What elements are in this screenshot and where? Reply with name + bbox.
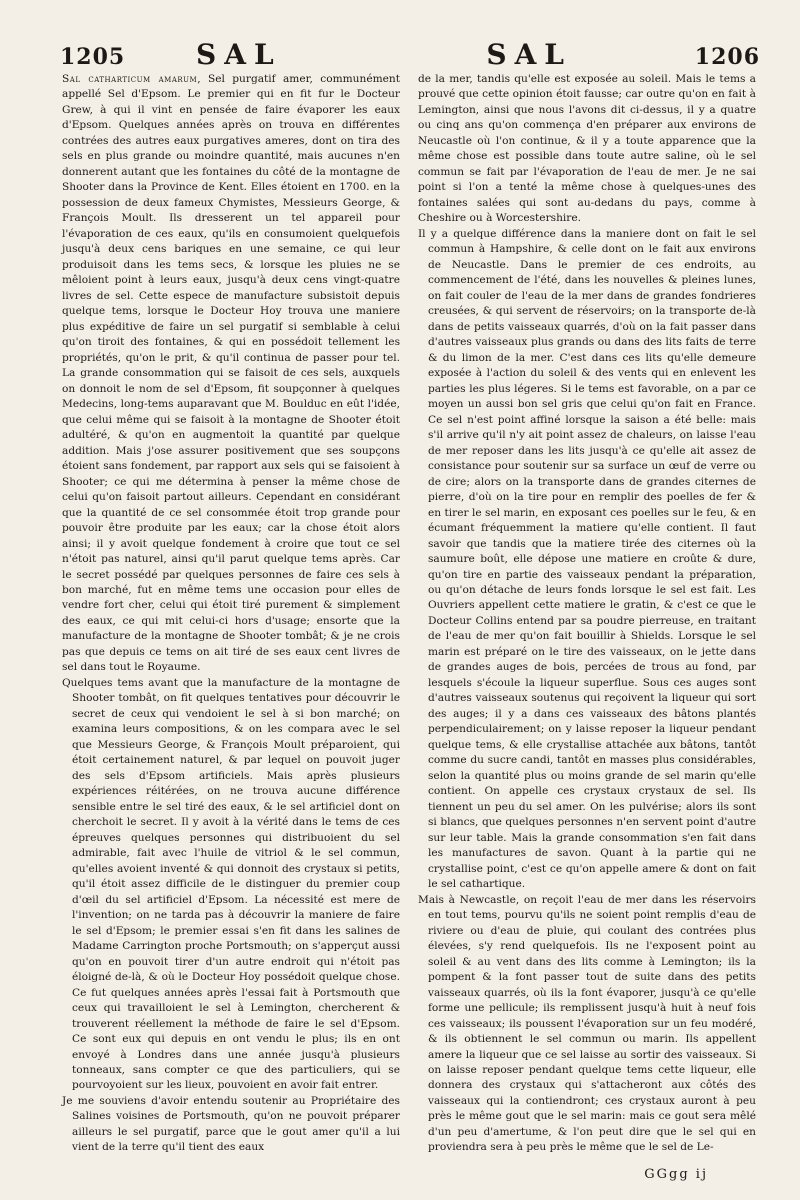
left-column	[62, 72, 400, 1156]
running-head-left: SAL	[196, 38, 282, 71]
paragraph	[62, 72, 400, 676]
entry-headword: Sal catharticum amarum	[62, 73, 198, 85]
page-number-left: 1205	[60, 44, 126, 70]
paragraph: Il y a quelque différence dans la maniere dont on fait le sel commun à Hampshire, & celle dont on le fait aux environs de Neucastle. Dans le premier de ces endroits, au commencement de l'été, dans les nouvelles & pleines lunes, on fait couler de l'eau de la mer dans de grandes fondrieres creusées, & qui servent de réservoirs; on la transporte de-là dans de petits vaisseaux quarrés, d'où on la fait passer dans d'autres vaisseaux plus grands ou dans des lits faits de terre & du limon de la mer. C'est dans ces lits qu'elle demeure exposée à l'action du soleil & des vents qui en enlevent les parties les plus légeres. Si le tems est favorable, on a par ce moyen un aussi bon sel gris que celui qu'on fait en France. Ce sel n'est point affiné lorsque la saison a été belle: mais s'il arrive qu'il n'y ait point assez de chaleurs, on laisse l'eau de mer reposer dans les lits jusqu'à ce qu'elle ait assez de consistance pour soutenir sur sa surface un œuf de verre ou de cire; alors on la transporte dans de grandes citernes de pierre, d'où on la tire pour en remplir des poelles de fer & en tirer le sel marin, en exposant ces poelles sur le feu, & en écumant fréquemment la matiere qu'elle contient. Il faut savoir que tandis que la matiere tirée des citernes où la saumure boût, elle dépose une matiere en croûte & dure, qu'on tire en partie des vaisseaux pendant la préparation, ou qu'on détache de leurs fonds lorsque le sel est fait. Les Ouvriers appellent cette matiere le gratin, & c'est ce que le Docteur Collins entend par sa poudre pierreuse, en traitant de l'eau de mer qu'on fait bouillir à Shields. Lorsque le sel marin est préparé on le tire des vaisseaux, on le jette dans de grandes auges de bois, percées de trous au fond, par lesquels s'écoule la liqueur superflue. Sous ces auges sont d'autres vaisseaux soutenus qui reçoivent la liqueur qui sort des auges; il y a dans ces vaisseaux des bâtons plantés perpendiculairement; on y laisse reposer la liqueur pendant quelque tems, & elle crystallise attachée aux bâtons, tantôt comme du sucre candi, tantôt en masses plus considérables, selon la quantité plus ou moins grande de sel marin qu'elle contient. On appelle ces crystaux crystaux de sel. Ils tiennent un peu du sel amer. On les pulvérise; alors ils sont si blancs, que quelques personnes n'en servent point d'autre sur leur table. Mais la grande consommation s'en fait dans les manufactures de savon. Quant à la partie qui ne crystallise point, c'est ce qu'on appelle amere & dont on fait le sel cathartique.	[418, 227, 756, 891]
paragraph: Mais à Newcastle, on reçoit l'eau de mer dans les réservoirs en tout tems, pourvu qu'ils ne soient point remplis d'eau de riviere ou d'eau de pluie, qui coulant des contrées plus élevées, s'y rend quelquefois. Ils ne l'exposent point au soleil & au vent dans des lits comme à Lemington; ils la pompent & la font passer tout de suite dans des petits vaisseaux quarrés, où ils la font évaporer, jusqu'à ce qu'elle forme une pellicule; ils remplissent jusqu'à huit à neuf fois ces vaisseaux; ils poussent l'évaporation sur un feu modéré, & ils obtiennent le sel commun ou marin. Ils appellent amere la liqueur que ce sel laisse au sortir des vaisseaux. Si on laisse reposer pendant quelque tems cette liqueur, elle donnera des crystaux qui s'attacheront aux côtés des vaisseaux qui la contiendront; ces crystaux auront à peu près le même gout que le sel marin: mais ce gout sera mêlé d'un peu d'amertume, & l'on peut dire que le sel qui en proviendra sera à peu près le même que le sel de Le-	[418, 893, 756, 1154]
right-column	[418, 72, 756, 1156]
paragraph: Je me souviens d'avoir entendu soutenir au Propriétaire des Salines voisines de Portsmouth, qu'on ne pouvoit préparer ailleurs le sel purgatif, parce que le gout amer qu'il a lui vient de la terre qu'il tient des eaux	[62, 1094, 400, 1154]
page-number-right: 1206	[694, 44, 760, 70]
running-header	[60, 36, 760, 72]
running-head-right: SAL	[486, 38, 572, 71]
paragraph-text: , Sel purgatif amer, communément appellé Sel d'Epsom. Le premier qui en fit fur le Docteur Grew, à qui il vint en pensée de faire évaporer les eaux d'Epsom. Quelques années après on trouva en différentes contrées des autres eaux purgatives ameres, dont on tira des sels en plus grande ou moindre quantité, mais aucunes n'en donnerent autant que les fontaines du côté de la montagne de Shooter dans la Province de Kent. Elles étoient en 1700. en la possession de deux fameux Chymistes, Messieurs George, & François Moult. Ils dresserent un tel appareil pour l'évaporation de ces eaux, qu'ils en consumoient quelquefois jusqu'à deux cens bariques en une semaine, ce qui leur produisoit dans les tems secs, & lorsque les pluies ne se mêloient point à leurs eaux, jusqu'à deux cens vingt-quatre livres de sel. Cette espece de manufacture subsistoit depuis quelque tems, lorsque le Docteur Hoy trouva une maniere plus expéditive de faire un sel purgatif si semblable à celui qu'on tiroit des fontaines, & qui en possédoit tellement les propriétés, qu'on le prit, & qu'il continua de passer pour tel. La grande consommation qui se faisoit de ces sels, auxquels on donnoit le nom de sel d'Epsom, fit soupçonner à quelques Medecins, long-tems auparavant que M. Boulduc en eût l'idée, que celui même qui se faisoit à la montagne de Shooter étoit adultéré, & qu'on en augmentoit la quantité par quelque addition. Mais j'ose assurer positivement que ses soupçons étoient sans fondement, par rapport aux sels qui se faisoient à Shooter; ce qui me détermina à penser la même chose de celui qu'on faisoit partout ailleurs. Cependant en considérant que la quantité de ce sel consommée étoit trop grande pour pouvoir être produite par les eaux; car la chose étoit alors ainsi; il y avoit quelque fondement à croire que tout ce sel n'étoit pas naturel, ainsi qu'il parut quelque tems après. Car le secret possédé par quelques personnes de faire ces sels à bon marché, fut en même tems une occasion pour elles de vendre fort cher, celui qui étoit tiré purement & simplement des eaux, ce qui mit celui-ci hors d'usage; ensorte que la manufacture de la montagne de Shooter tombât; & je ne crois pas que depuis ce tems on ait tiré de ses eaux cent livres de sel dans tout le Royaume.	[62, 73, 400, 674]
paragraph: de la mer, tandis qu'elle est exposée au soleil. Mais le tems a prouvé que cette opinion étoit fausse; car outre qu'on en fait à Lemington, ainsi que nous l'avons dit ci-dessus, il y a quatre ou cinq ans qu'on commença d'en préparer aux environs de Neucastle où l'on continue, & il y a toute apparence que la même chose est possible dans toute autre saline, où le sel commun se fait par l'évaporation de l'eau de mer. Je ne sai point si l'on a tenté la même chose à quelques-unes des fontaines salées qui sont au-dedans du pays, comme à Cheshire ou à Worcestershire.	[418, 73, 756, 225]
signature-mark: GGgg ij	[644, 1167, 708, 1182]
paragraph: Quelques tems avant que la manufacture de la montagne de Shooter tombât, on fit quelques tentatives pour découvrir le secret de ceux qui vendoient le sel à si bon marché; on examina leurs compositions, & on les compara avec le sel que Messieurs George, & François Moult préparoient, qui étoit certainement naturel, & par lequel on pouvoit juger des sels d'Epsom artificiels. Mais après plusieurs expériences réitérées, on ne trouva aucune différence sensible entre le sel tiré des eaux, & le sel artificiel dont on cherchoit le secret. Il y avoit à la vérité dans le tems de ces épreuves quelques personnes qui distribuoient du sel admirable, fait avec l'huile de vitriol & le sel commun, qu'elles avoient inventé & qui donnoit des crystaux si petits, qu'il étoit assez difficile de le distinguer du premier coup d'œil du sel artificiel d'Epsom. La nécessité est mere de l'invention; on ne tarda pas à découvrir la maniere de faire le sel d'Epsom; le premier essai s'en fit dans les salines de Madame Carrington proche Portsmouth; on s'apperçut aussi qu'on en pouvoit tirer d'un autre endroit qui n'étoit pas éloigné de-là, & où le Docteur Hoy possédoit quelque chose. Ce fut quelques années après l'essai fait à Portsmouth que ceux qui travailloient le sel à Lemington, chercherent & trouverent réellement la méthode de faire le sel d'Epsom. Ce sont eux qui depuis en ont vendu le plus; ils en ont envoyé à Londres dans une année jusqu'à plusieurs tonneaux, sans compter ce que des particuliers, qui se pourvoyoient sur les lieux, pouvoient en avoir fait entrer.	[62, 676, 400, 1092]
